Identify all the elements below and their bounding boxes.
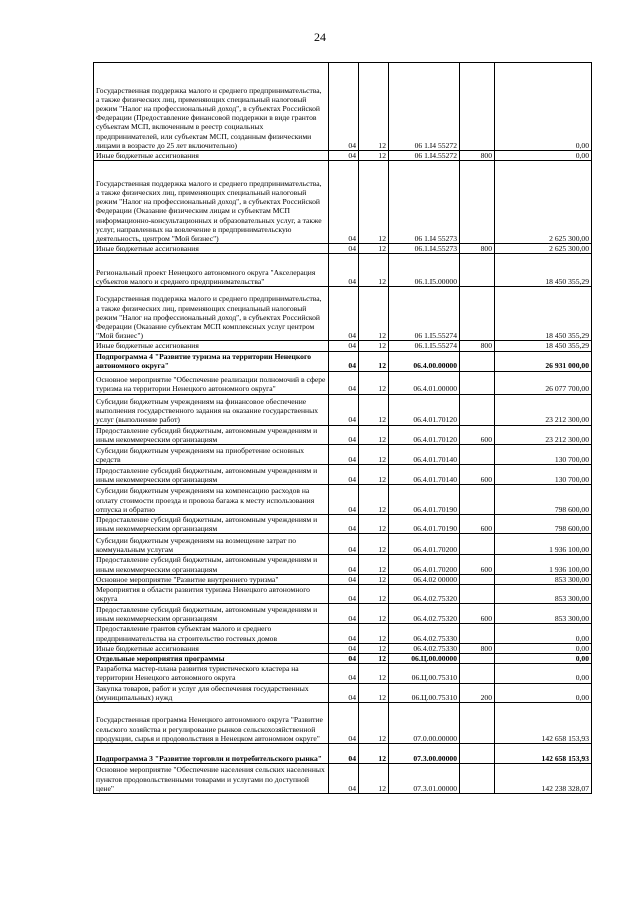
row-name-cell: Иные бюджетные ассигнования [94, 341, 329, 351]
row-name-cell: Иные бюджетные ассигнования [94, 151, 329, 161]
expense-type-cell [460, 574, 495, 584]
table-row [94, 465, 592, 485]
row-name-cell: Закупка товаров, работ и услуг для обеспечения государственных (муниципальных) нужд [94, 683, 329, 702]
amount-cell: 0,00 [495, 63, 592, 151]
amount-cell: 130 700,00 [495, 465, 592, 485]
table-row [94, 664, 592, 683]
row-name-cell: Подпрограмма 3 "Развитие торговли и потребительского рынка" [94, 744, 329, 764]
table-row [94, 425, 592, 444]
expense-type-cell: 200 [460, 683, 495, 702]
expense-type-cell [460, 351, 495, 371]
target-code-cell: 06.4.01.70200 [389, 534, 460, 555]
target-code-cell: 07.3.00.00000 [389, 744, 460, 764]
table-row [94, 254, 592, 287]
expense-type-cell [460, 445, 495, 465]
amount-cell: 798 600,00 [495, 485, 592, 515]
subsection-code-cell: 12 [359, 161, 389, 244]
target-code-cell: 06.4.01.70140 [389, 445, 460, 465]
subsection-code-cell: 12 [359, 585, 389, 604]
subsection-code-cell: 12 [359, 664, 389, 683]
target-code-cell: 06.4.02.75330 [389, 643, 460, 653]
expense-type-cell [460, 254, 495, 287]
row-name-cell: Предоставление субсидий бюджетным, автономным учреждениям и иным некоммерческим организациям [94, 425, 329, 444]
row-name-cell: Отдельные мероприятия программы [94, 654, 329, 664]
expense-type-cell: 600 [460, 604, 495, 624]
amount-cell: 26 077 700,00 [495, 371, 592, 394]
section-code-cell: 04 [329, 394, 359, 425]
table-row [94, 624, 592, 643]
amount-cell: 0,00 [495, 683, 592, 702]
amount-cell: 2 625 300,00 [495, 161, 592, 244]
row-name-cell: Предоставление грантов субъектам малого и среднего предпринимательства на строительство гостевых домов [94, 624, 329, 643]
section-code-cell: 04 [329, 764, 359, 794]
row-name-cell: Основное мероприятие "Развитие внутреннего туризма" [94, 574, 329, 584]
expense-type-cell: 800 [460, 341, 495, 351]
table-row [94, 604, 592, 624]
row-name-cell: Основное мероприятие "Обеспечение реализации полномочий в сфере туризма на территории Ненецкого автономного округа" [94, 371, 329, 394]
section-code-cell: 04 [329, 515, 359, 534]
target-code-cell: 06.1.I5.00000 [389, 254, 460, 287]
target-code-cell: 06.4.02.75330 [389, 624, 460, 643]
section-code-cell: 04 [329, 555, 359, 574]
row-name-cell: Мероприятия в области развития туризма Ненецкого автономного округа [94, 585, 329, 604]
target-code-cell: 06.4.01.70120 [389, 425, 460, 444]
amount-cell: 142 658 153,93 [495, 703, 592, 744]
table-row [94, 394, 592, 425]
expense-type-cell: 600 [460, 465, 495, 485]
section-code-cell: 04 [329, 703, 359, 744]
table-row [94, 654, 592, 664]
table-row [94, 643, 592, 653]
expense-type-cell: 600 [460, 555, 495, 574]
subsection-code-cell: 12 [359, 515, 389, 534]
subsection-code-cell: 12 [359, 287, 389, 341]
row-name-cell: Субсидии бюджетным учреждениям на возмещение затрат по коммунальным услугам [94, 534, 329, 555]
expense-type-cell: 800 [460, 643, 495, 653]
row-name-cell: Предоставление субсидий бюджетным, автономным учреждениям и иным некоммерческим организациям [94, 515, 329, 534]
row-name-cell: Государственная поддержка малого и среднего предпринимательства, а также физических лиц, применяющих специальный налоговый режим "Налог на профессиональный доход", в субъектах Российской Федерации (Предоставление финансовой поддержки в виде грантов субъектам МСП, включенным в реестр социальных предпринимателей, или субъектам МСП, созданным физическими лицами в возрасте до 25 лет включительно) [94, 63, 329, 151]
section-code-cell: 04 [329, 151, 359, 161]
table-row [94, 534, 592, 555]
table-row [94, 287, 592, 341]
table-row [94, 703, 592, 744]
table-row [94, 744, 592, 764]
target-code-cell: 06 1.I4 55272 [389, 63, 460, 151]
expense-type-cell: 600 [460, 515, 495, 534]
expense-type-cell [460, 764, 495, 794]
expense-type-cell [460, 744, 495, 764]
section-code-cell: 04 [329, 254, 359, 287]
subsection-code-cell: 12 [359, 371, 389, 394]
row-name-cell: Субсидии бюджетным учреждениям на компенсацию расходов на оплату стоимости проезда и провоза багажа к месту использования отпуска и обратно [94, 485, 329, 515]
amount-cell: 0,00 [495, 643, 592, 653]
target-code-cell: 06.Ц.00.00000 [389, 654, 460, 664]
section-code-cell: 04 [329, 371, 359, 394]
section-code-cell: 04 [329, 624, 359, 643]
target-code-cell: 06.4.01.70120 [389, 394, 460, 425]
section-code-cell: 04 [329, 63, 359, 151]
table-row [94, 63, 592, 151]
target-code-cell: 06 1.I4 55273 [389, 161, 460, 244]
subsection-code-cell: 12 [359, 151, 389, 161]
amount-cell: 26 931 000,00 [495, 351, 592, 371]
target-code-cell: 06.Ц.00.75310 [389, 664, 460, 683]
budget-table-body [94, 63, 592, 794]
row-name-cell: Основное мероприятие "Обеспечение населения сельских населенных пунктов продовольственными товарами и услугами по доступной цене" [94, 764, 329, 794]
subsection-code-cell: 12 [359, 764, 389, 794]
section-code-cell: 04 [329, 654, 359, 664]
subsection-code-cell: 12 [359, 624, 389, 643]
target-code-cell: 06.4.01.70200 [389, 555, 460, 574]
section-code-cell: 04 [329, 465, 359, 485]
subsection-code-cell: 12 [359, 643, 389, 653]
subsection-code-cell: 12 [359, 555, 389, 574]
amount-cell: 853 300,00 [495, 574, 592, 584]
table-row [94, 764, 592, 794]
section-code-cell: 04 [329, 161, 359, 244]
target-code-cell: 06 1.I4.55272 [389, 151, 460, 161]
subsection-code-cell: 12 [359, 425, 389, 444]
target-code-cell: 06.4.02.75320 [389, 585, 460, 604]
table-row [94, 574, 592, 584]
amount-cell: 0,00 [495, 151, 592, 161]
expense-type-cell: 800 [460, 151, 495, 161]
table-row [94, 161, 592, 244]
section-code-cell: 04 [329, 485, 359, 515]
row-name-cell: Государственная поддержка малого и среднего предпринимательства, а также физических лиц, применяющих специальный налоговый режим "Налог на профессиональный доход", в субъектах Российской Федерации (Оказание физическим лицам и субъектам МСП информационно-консультационных и образовательных услуг, а также услуг, направленных на вовлечение в предпринимательскую деятельность, центром "Мой бизнес") [94, 161, 329, 244]
target-code-cell: 06 1.I5.55274 [389, 287, 460, 341]
amount-cell: 23 212 300,00 [495, 394, 592, 425]
row-name-cell: Региональный проект Ненецкого автономного округа "Акселерация субъектов малого и среднего предпринимательства" [94, 254, 329, 287]
table-row [94, 683, 592, 702]
amount-cell: 0,00 [495, 664, 592, 683]
expense-type-cell [460, 534, 495, 555]
amount-cell: 1 936 100,00 [495, 534, 592, 555]
amount-cell: 18 450 355,29 [495, 254, 592, 287]
target-code-cell: 06.4.02.75320 [389, 604, 460, 624]
amount-cell: 853 300,00 [495, 585, 592, 604]
row-name-cell: Субсидии бюджетным учреждениям на приобретение основных средств [94, 445, 329, 465]
expense-type-cell [460, 703, 495, 744]
target-code-cell: 06.4.00.00000 [389, 351, 460, 371]
target-code-cell: 06.1.I5.55274 [389, 341, 460, 351]
target-code-cell: 06.4.01.70190 [389, 485, 460, 515]
row-name-cell: Государственная поддержка малого и среднего предпринимательства, а также физических лиц, применяющих специальный налоговый режим "Налог на профессиональный доход", в субъектах Российской Федерации (Оказание субъектам МСП комплексных услуг центром "Мой бизнес") [94, 287, 329, 341]
target-code-cell: 06.Ц.00.75310 [389, 683, 460, 702]
amount-cell: 1 936 100,00 [495, 555, 592, 574]
expense-type-cell [460, 654, 495, 664]
expense-type-cell: 800 [460, 244, 495, 254]
subsection-code-cell: 12 [359, 254, 389, 287]
section-code-cell: 04 [329, 425, 359, 444]
section-code-cell: 04 [329, 664, 359, 683]
table-row [94, 555, 592, 574]
expense-type-cell [460, 585, 495, 604]
row-name-cell: Предоставление субсидий бюджетным, автономным учреждениям и иным некоммерческим организациям [94, 604, 329, 624]
expense-type-cell [460, 287, 495, 341]
row-name-cell: Подпрограмма 4 "Развитие туризма на территории Ненецкого автономного округа" [94, 351, 329, 371]
expense-type-cell [460, 664, 495, 683]
section-code-cell: 04 [329, 244, 359, 254]
subsection-code-cell: 12 [359, 654, 389, 664]
target-code-cell: 06.4.01.70190 [389, 515, 460, 534]
amount-cell: 130 700,00 [495, 445, 592, 465]
target-code-cell: 07.3.01.00000 [389, 764, 460, 794]
subsection-code-cell: 12 [359, 534, 389, 555]
table-row [94, 515, 592, 534]
table-row [94, 371, 592, 394]
expense-type-cell: 600 [460, 425, 495, 444]
table-row [94, 351, 592, 371]
page-number: 24 [314, 30, 326, 44]
target-code-cell: 07.0.00.00000 [389, 703, 460, 744]
amount-cell: 23 212 300,00 [495, 425, 592, 444]
expense-type-cell [460, 624, 495, 643]
section-code-cell: 04 [329, 585, 359, 604]
subsection-code-cell: 12 [359, 351, 389, 371]
expense-type-cell [460, 394, 495, 425]
subsection-code-cell: 12 [359, 394, 389, 425]
subsection-code-cell: 12 [359, 244, 389, 254]
row-name-cell: Государственная программа Ненецкого автономного округа "Развитие сельского хозяйства и регулирование рынков сельскохозяйственной продукции, сырья и продовольствия в Ненецком автономном округе" [94, 703, 329, 744]
subsection-code-cell: 12 [359, 703, 389, 744]
subsection-code-cell: 12 [359, 683, 389, 702]
amount-cell: 0,00 [495, 654, 592, 664]
amount-cell: 2 625 300,00 [495, 244, 592, 254]
section-code-cell: 04 [329, 683, 359, 702]
section-code-cell: 04 [329, 744, 359, 764]
subsection-code-cell: 12 [359, 445, 389, 465]
amount-cell: 18 450 355,29 [495, 341, 592, 351]
section-code-cell: 04 [329, 341, 359, 351]
section-code-cell: 04 [329, 574, 359, 584]
row-name-cell: Иные бюджетные ассигнования [94, 244, 329, 254]
table-row [94, 445, 592, 465]
section-code-cell: 04 [329, 351, 359, 371]
expense-type-cell [460, 161, 495, 244]
table-row [94, 244, 592, 254]
table-row [94, 585, 592, 604]
section-code-cell: 04 [329, 643, 359, 653]
amount-cell: 798 600,00 [495, 515, 592, 534]
row-name-cell: Субсидии бюджетным учреждениям на финансовое обеспечение выполнения государственного задания на оказание государственных услуг (выполнение работ) [94, 394, 329, 425]
amount-cell: 142 658 153,93 [495, 744, 592, 764]
subsection-code-cell: 12 [359, 604, 389, 624]
row-name-cell: Предоставление субсидий бюджетным, автономным учреждениям и иным некоммерческим организациям [94, 555, 329, 574]
section-code-cell: 04 [329, 604, 359, 624]
section-code-cell: 04 [329, 445, 359, 465]
table-row [94, 151, 592, 161]
amount-cell: 0,00 [495, 624, 592, 643]
table-row [94, 341, 592, 351]
budget-table [93, 62, 592, 794]
subsection-code-cell: 12 [359, 341, 389, 351]
row-name-cell: Предоставление субсидий бюджетным, автономным учреждениям и иным некоммерческим организациям [94, 465, 329, 485]
target-code-cell: 06.4.01.70140 [389, 465, 460, 485]
amount-cell: 142 238 328,07 [495, 764, 592, 794]
row-name-cell: Иные бюджетные ассигнования [94, 643, 329, 653]
subsection-code-cell: 12 [359, 485, 389, 515]
subsection-code-cell: 12 [359, 63, 389, 151]
target-code-cell: 06.4.01.00000 [389, 371, 460, 394]
expense-type-cell [460, 485, 495, 515]
subsection-code-cell: 12 [359, 744, 389, 764]
amount-cell: 853 300,00 [495, 604, 592, 624]
expense-type-cell [460, 371, 495, 394]
target-code-cell: 06.4.02 00000 [389, 574, 460, 584]
expense-type-cell [460, 63, 495, 151]
row-name-cell: Разработка мастер-плана развития туристического кластера на территории Ненецкого автономного округа [94, 664, 329, 683]
amount-cell: 18 450 355,29 [495, 287, 592, 341]
section-code-cell: 04 [329, 534, 359, 555]
subsection-code-cell: 12 [359, 465, 389, 485]
target-code-cell: 06.1.I4.55273 [389, 244, 460, 254]
subsection-code-cell: 12 [359, 574, 389, 584]
section-code-cell: 04 [329, 287, 359, 341]
table-row [94, 485, 592, 515]
